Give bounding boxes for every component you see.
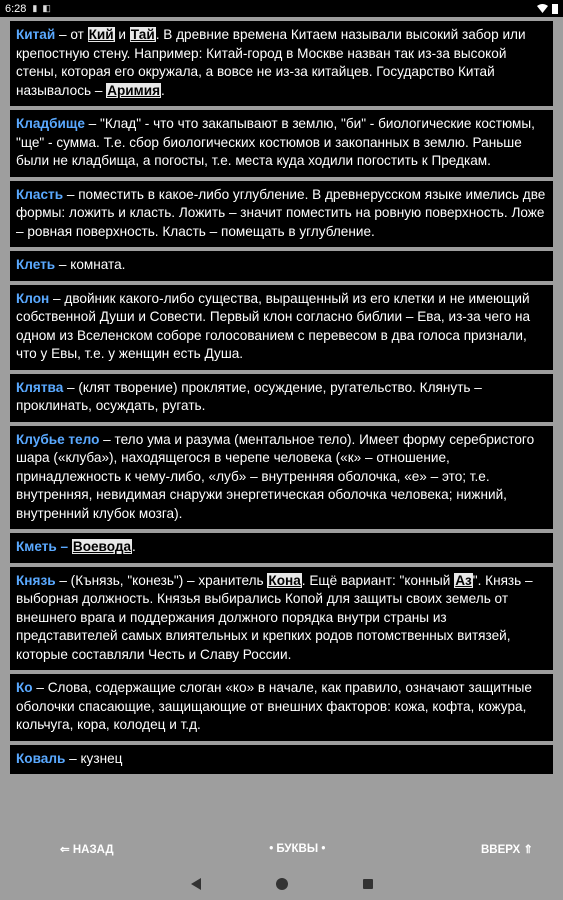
entry-text: – поместить в какое-либо углубление. В древнерусском языке имелись две формы: ложить и класть. Ложить – значит поместить на ровную поверхность. Ложе – ровная поверхность. Класть – помещать в углубление. (16, 186, 546, 239)
entry-term: Клятва (16, 379, 64, 395)
glossary-entry (10, 674, 553, 741)
entry-text: – (Кънязь, "конезь") – хранитель (55, 572, 268, 588)
entry-text: – Слова, содержащие слоган «ко» в начале, как правило, означают защитные оболочки спасающие, защищающие от внешних факторов: кожа, кофта, кожура, кольчуга, кора, колодец и т.д. (16, 680, 532, 732)
entry-text: – комната. (55, 257, 126, 272)
up-button[interactable]: ВВЕРХ ⇑ (480, 844, 533, 856)
status-time: 6:28 (5, 2, 27, 15)
status-bar (0, 0, 563, 17)
entry-link[interactable]: Кона (268, 572, 301, 588)
glossary-entry (10, 745, 553, 775)
glossary-entry (10, 181, 553, 248)
entry-term: Князь (16, 572, 56, 588)
entry-term: Клеть (16, 257, 56, 272)
app-notification-icon: ◧ (42, 3, 51, 13)
entry-term: Китай (16, 27, 56, 42)
entry-term: Клон (16, 290, 50, 306)
entry-text: . (161, 82, 165, 98)
recents-icon[interactable] (363, 879, 373, 889)
entry-text: – кузнец (65, 750, 123, 766)
entry-link[interactable]: Воевода (72, 539, 132, 554)
entry-text: ". Князь – выборная должность. Князья выбирались Копой для защиты своих земель от внешнего врага и поддержания должного порядка внутри страны из представителей самых влиятельных и крепких родов потомственных витязей, которые составляли Честь и Славу России. (16, 572, 533, 662)
battery-icon (552, 4, 558, 14)
entry-text: . (132, 539, 136, 554)
glossary-entry (10, 251, 553, 281)
entry-term: Кметь – (16, 539, 72, 554)
entry-text: – двойник какого-либо существа, выращенный из его клетки и не имеющий собственной Души и Совести. Первый клон согласно библии – Ева, из-за чего на одном из Вселенском соборе голосованием с перевесом в два голоса признали, что у Евы, т.е. у женщин есть Душа. (16, 290, 531, 361)
glossary-entry (10, 426, 553, 530)
entry-link[interactable]: Тай (130, 27, 155, 42)
entry-text: и (114, 27, 130, 42)
letters-button[interactable]: • БУКВЫ • (269, 843, 326, 855)
glossary-entry (10, 21, 553, 106)
entry-text: . В древние времена Китаем называли высокий забор или крепостную стену. Например: Китай-город в Москве назван так из-за высокой стены, которая его окружала, а вовсе не из-за китайцев. Государство Китай называлось – (16, 27, 526, 98)
glossary-entry (10, 110, 553, 177)
entry-link[interactable]: Аз (455, 572, 472, 588)
bottom-nav (0, 840, 563, 858)
glossary-list[interactable] (10, 21, 553, 838)
glossary-entry (10, 285, 553, 370)
glossary-entry (10, 567, 553, 671)
back-button[interactable]: ⇐ НАЗАД (60, 844, 114, 856)
entry-text: . Ещё вариант: "конный (301, 572, 455, 588)
entry-text: – (клят творение) проклятие, осуждение, ругательство. Клянуть – проклинать, осуждать, ругать. (16, 379, 482, 413)
wifi-icon (537, 4, 548, 13)
status-icons (537, 4, 558, 14)
glossary-entry (10, 533, 553, 563)
entry-link[interactable]: Кий (88, 27, 114, 42)
entry-term: Коваль (16, 750, 66, 766)
glossary-entry (10, 374, 553, 422)
entry-term: Класть (16, 186, 64, 202)
notification-icon: ▮ (32, 3, 38, 13)
back-icon[interactable] (191, 878, 201, 890)
entry-term: Клубье тело (16, 431, 100, 447)
system-nav-bar (0, 868, 563, 900)
home-icon[interactable] (276, 878, 288, 890)
entry-link[interactable]: Аримия (107, 82, 161, 98)
entry-term: Ко (16, 680, 33, 695)
entry-text: – "Клад" - что что закапывают в землю, "би" - биологические костюмы, "ще" - сумма. Т.е. сбор биологических костюмов и закопанных в землю. Раньше были не кладбища, а погосты, т.е. места куда ходили погостить к Предкам. (16, 116, 535, 168)
entry-text: – от (55, 27, 88, 42)
entry-text: – тело ума и разума (ментальное тело). Имеет форму серебристого шара («клуба»), находящегося в черепе человека («к» – отношение, принадлежность к чему-либо, «луб» – внутренняя оболочка, «е» – это; т.е. внутренняя, невидимая снаружи энергетическая оболочка человека; нижний, внутренний клубок мозга). (16, 431, 535, 521)
entry-term: Кладбище (16, 116, 85, 131)
